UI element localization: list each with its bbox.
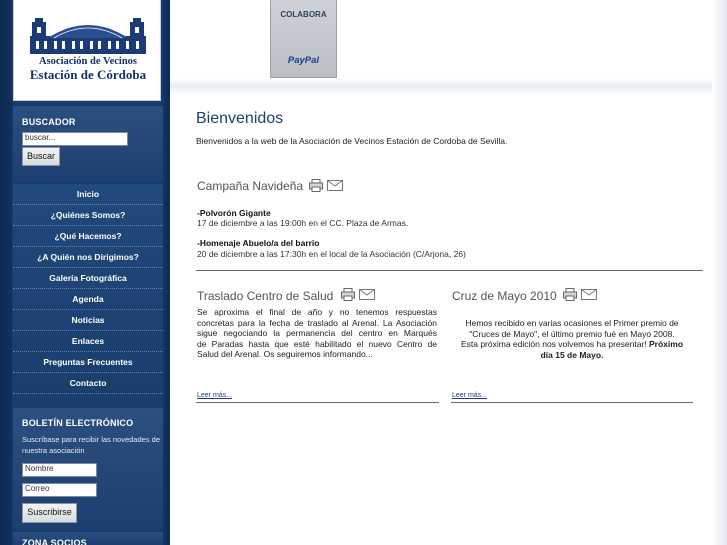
article-title: Traslado Centro de Salud [197, 289, 334, 303]
print-icon[interactable] [309, 179, 323, 192]
members-panel [13, 532, 163, 545]
right-edge [712, 0, 727, 545]
intro-text: Bienvenidos a la web de la Asociación de Vecinos Estación de Cordoba de Sevilla. [196, 136, 508, 146]
article-highlight: Próximo [649, 339, 684, 349]
search-button[interactable]: Buscar [22, 147, 60, 166]
newsletter-title: BOLETÍN ELECTRÓNICO [22, 418, 134, 428]
campaign-title: Campaña Navideña [197, 179, 304, 193]
newsletter-panel [13, 408, 163, 530]
members-title: ZONA SOCIOS [22, 538, 87, 545]
menu-item-enlaces[interactable]: Enlaces [13, 331, 163, 352]
name-field[interactable]: Nombre [22, 463, 97, 477]
station-building-icon [28, 14, 148, 56]
article-divider [451, 402, 693, 403]
email-icon[interactable] [359, 289, 375, 300]
search-title: BUSCADOR [22, 117, 76, 127]
print-icon[interactable] [341, 288, 355, 301]
article-line [452, 350, 692, 361]
article-line: "Cruces de Mayo", el último premio fué en Mayo 2008. [469, 328, 675, 339]
paypal-donate-button[interactable] [270, 0, 337, 78]
article-line [452, 339, 692, 350]
article-line: concretas para la fecha de traslado al Arenal. La Asociación [197, 317, 437, 328]
article-line: Hemos recibido en varias ocasiones el Primer premio de [465, 318, 679, 328]
article-line: Salud del Arenal. Os seguiremos informando... [197, 349, 373, 359]
article-line: de Paradas hasta que esté habilitado el nuevo Centro de [197, 338, 437, 349]
newsletter-description: Suscríbase para recibir las novedades de nuestra asociación [22, 435, 160, 455]
article-title: Cruz de Mayo 2010 [452, 289, 557, 303]
paypal-logo: PayPal [287, 55, 320, 66]
email-icon[interactable] [327, 180, 343, 191]
logo-text-line1: Asociación de Vecinos [38, 56, 137, 67]
article-body [452, 318, 692, 360]
header-band [170, 0, 727, 95]
read-more-link[interactable]: Leer más... [197, 392, 233, 399]
read-more-link[interactable]: Leer más... [452, 392, 488, 399]
event-detail: 20 de diciembre a las 17:30h en el local de la Asociación (C/Arjona, 26) [197, 249, 466, 259]
article-body [197, 307, 437, 360]
event-detail: 17 de diciembre a las 19:00h en el CC. Plaza de Armas. [197, 218, 409, 228]
subscribe-button[interactable]: Suscribirse [22, 503, 77, 523]
menu-item-contacto[interactable]: Contacto [13, 373, 163, 394]
email-field[interactable]: Correo [22, 483, 97, 497]
page-title: Bienvenidos [196, 110, 284, 127]
menu-item-noticias[interactable]: Noticias [13, 310, 163, 331]
menu-item-galeria-fotografica[interactable]: Galería Fotográfica [13, 268, 163, 289]
article-highlight: día 15 de Mayo. [540, 349, 604, 360]
article-line: Se aproxima el final de año y no tenemos respuestas [197, 307, 437, 317]
search-panel [13, 106, 163, 182]
search-input[interactable]: buscar... [22, 132, 128, 146]
menu-item-preguntas-frecuentes[interactable]: Preguntas Frecuentes [13, 352, 163, 373]
logo-text-line2: Estación de Córdoba [29, 67, 147, 82]
menu-item-a-quien-nos-dirigimos[interactable]: ¿A Quién nos Dirigimos? [13, 247, 163, 268]
menu-item-que-hacemos[interactable]: ¿Qué Hacemos? [13, 226, 163, 247]
donate-label: COLABORA [280, 10, 327, 19]
event-title: -Homenaje Abuelo/a del barrio [197, 238, 320, 248]
email-icon[interactable] [581, 289, 597, 300]
event-title: -Polvorón Gigante [197, 208, 271, 218]
print-icon[interactable] [563, 288, 577, 301]
menu-item-quienes-somos[interactable]: ¿Quiénes Somos? [13, 205, 163, 226]
article-line-text: Esta próxima edición nos volvemos ha presentar! [460, 339, 647, 349]
menu-item-agenda[interactable]: Agenda [13, 289, 163, 310]
section-divider [196, 270, 703, 271]
article-divider [196, 402, 439, 403]
menu-item-inicio[interactable]: Inicio [13, 184, 163, 205]
article-line: sigue negociando la permanencia del centro en Marqués [197, 328, 437, 338]
main-menu [13, 184, 163, 406]
logo[interactable] [13, 0, 161, 101]
